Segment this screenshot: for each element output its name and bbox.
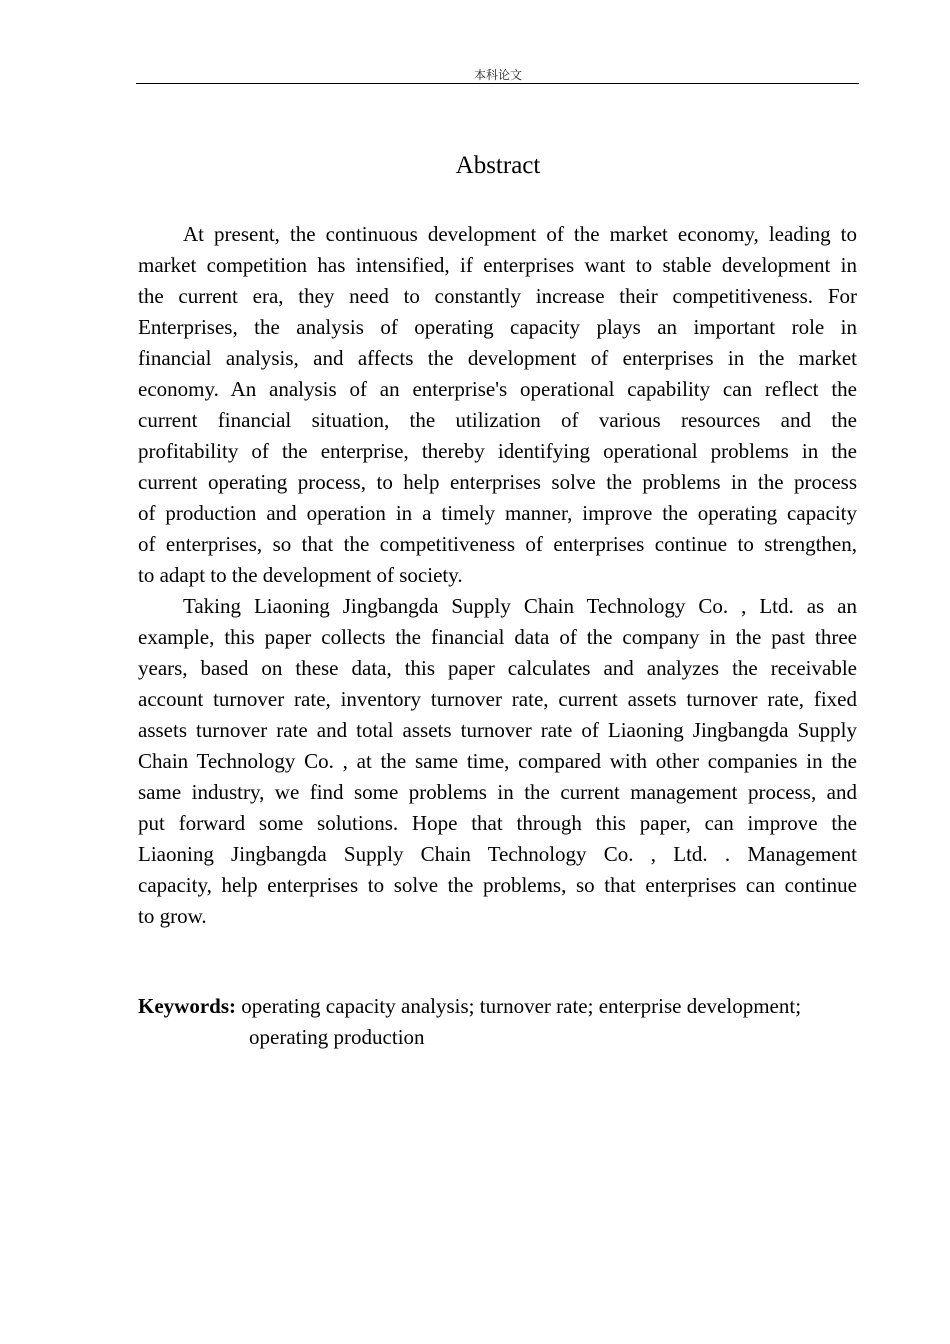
abstract-body — [138, 219, 857, 932]
paragraph-line: to adapt to the development of society. — [138, 563, 463, 587]
paragraph-line: assets turnover rate and total assets turnover rate of Liaoning Jingbangda Supply — [138, 718, 857, 742]
abstract-paragraph — [138, 591, 857, 932]
header-rule — [136, 83, 859, 84]
paragraph-line: Liaoning Jingbangda Supply Chain Technology Co. , Ltd. . Management — [138, 842, 857, 866]
keywords-line-2: operating production — [249, 1025, 425, 1049]
paragraph-line: of enterprises, so that the competitiveness of enterprises continue to strengthen, — [138, 532, 857, 556]
paragraph-line: current financial situation, the utilization of various resources and the — [138, 408, 857, 432]
paragraph-line: account turnover rate, inventory turnover rate, current assets turnover rate, fixed — [138, 687, 857, 711]
paragraph-line: the current era, they need to constantly increase their competitiveness. For — [138, 284, 857, 308]
keywords-line-1: operating capacity analysis; turnover rate; enterprise development; — [241, 994, 802, 1018]
paragraph-line: Taking Liaoning Jingbangda Supply Chain Technology Co. , Ltd. as an — [183, 594, 857, 618]
abstract-paragraph — [138, 219, 857, 591]
paragraph-line: of production and operation in a timely manner, improve the operating capacity — [138, 501, 857, 525]
paragraph-line: financial analysis, and affects the development of enterprises in the market — [138, 346, 857, 370]
paragraph-line: put forward some solutions. Hope that through this paper, can improve the — [138, 811, 857, 835]
paragraph-line: Enterprises, the analysis of operating capacity plays an important role in — [138, 315, 857, 339]
paragraph-line: economy. An analysis of an enterprise's operational capability can reflect the — [138, 377, 857, 401]
paragraph-line: years, based on these data, this paper calculates and analyzes the receivable — [138, 656, 857, 680]
paragraph-line: current operating process, to help enterprises solve the problems in the process — [138, 470, 857, 494]
paragraph-line: profitability of the enterprise, thereby identifying operational problems in the — [138, 439, 857, 463]
running-header: 本科论文 — [473, 68, 522, 82]
keywords-label: Keywords: — [138, 994, 236, 1018]
keywords-block — [138, 991, 858, 1053]
abstract-title: Abstract — [455, 152, 541, 179]
paragraph-line: market competition has intensified, if enterprises want to stable development in — [138, 253, 857, 277]
paragraph-line: Chain Technology Co. , at the same time, compared with other companies in the — [138, 749, 857, 773]
paragraph-line: same industry, we find some problems in the current management process, and — [138, 780, 857, 804]
paragraph-line: example, this paper collects the financial data of the company in the past three — [138, 625, 857, 649]
paragraph-line: capacity, help enterprises to solve the problems, so that enterprises can continue — [138, 873, 857, 897]
paragraph-line: At present, the continuous development of the market economy, leading to — [183, 222, 857, 246]
paragraph-line: to grow. — [138, 904, 207, 928]
